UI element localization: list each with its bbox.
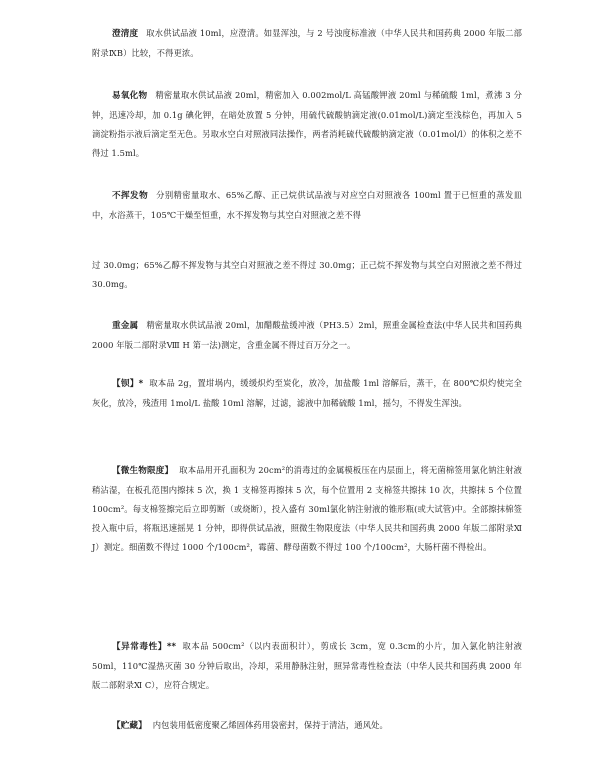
section-text-heavy-metal: 精密量取水供试品液 20ml，加醋酸盐缓冲液（PH3.5）2ml，照重金属检查法(中华人民共和国药典 2000 年版二部附录Ⅷ H 第一法)测定，含重金属不得过百万分之一。 bbox=[92, 320, 522, 350]
section-title-clarity: 澄清度 bbox=[112, 29, 139, 39]
section-title-oxidizable: 易氧化物 bbox=[112, 91, 148, 101]
section-title-barium: 【钡】* bbox=[112, 379, 144, 389]
section-title-heavy-metal: 重金属 bbox=[112, 321, 139, 331]
section-title-nonvolatile: 不挥发物 bbox=[112, 191, 149, 201]
section-microbial-limit bbox=[92, 461, 522, 557]
section-oxidizable bbox=[92, 86, 522, 163]
section-text-oxidizable: 精密量取水供试品液 20ml，精密加入 0.002mol/L 高锰酸钾液 20ml 与稀硫酸 1ml，煮沸 3 分钟，迅速冷却，加 0.1g 碘化钾，在暗处放置 5 分钟，用硫代硫酸钠滴定液(0.01mol/L)滴定至浅棕色，再加入 5 滴淀粉指示液后滴定至无色。另取水空白对照液同法操作，两者消耗硫代硫酸钠滴定液（0.01mol/l）的体积之差不得过 1.5ml。 bbox=[92, 90, 522, 158]
section-text-storage: 内包装用低密度聚乙烯固体药用袋密封，保持于清洁，通风处。 bbox=[152, 720, 388, 730]
section-text-microbial-limit: 取本品用开孔面积为 20cm²的消毒过的金属模板压在内层面上，将无菌棉签用氯化钠注射液稍沾湿，在板孔范围内擦抹 5 次，换 1 支棉签再擦抹 5 次，每个位置用 2 支棉签共擦抹 10 次，共擦抹 5 个位置 100cm²。每支棉签擦完后立即剪断（或烧断），投入盛有 30ml氯化钠注射液的锥形瓶(或大试管)中。全部擦抹棉签投入瓶中后，将瓶迅速摇晃 1 分钟，即得供试品液，照微生物限度法（中华人民共和国药典 2000 年版二部附录Ⅺ J）测定。细菌数不得过 1000 个/100cm²，霉菌、酵母菌数不得过 100 个/100cm²，大肠杆菌不得检出。 bbox=[92, 465, 522, 552]
section-text-abnormal-toxicity: 取本品 500cm²（以内表面积计），剪成长 3cm，宽 0.3cm的小片，加入氯化钠注射液 50ml，110℃湿热灭菌 30 分钟后取出，冷却，采用静脉注射，照异常毒性检查法（中华人民共和国药典 2000 年版二部附录Ⅺ C），应符合规定。 bbox=[92, 641, 522, 690]
section-text-nonvolatile-continued: 过 30.0mg；65%乙醇不挥发物与其空白对照液之差不得过 30.0mg；正己烷不挥发物与其空白对照液之差不得过 30.0mg。 bbox=[92, 260, 522, 289]
section-title-abnormal-toxicity: 【异常毒性】** bbox=[112, 642, 177, 652]
section-text-nonvolatile: 分别精密量取水、65%乙醇、正己烷供试品液与对应空白对照液各 100ml 置于已恒重的蒸发皿中，水浴蒸干，105℃干燥至恒重，水不挥发物与其空白对照液之差不得 bbox=[92, 190, 522, 220]
section-title-storage: 【贮藏】 bbox=[112, 721, 147, 731]
section-clarity bbox=[92, 24, 522, 63]
section-nonvolatile bbox=[92, 186, 522, 225]
section-storage bbox=[92, 716, 522, 736]
section-heavy-metal bbox=[92, 316, 522, 355]
section-title-microbial-limit: 【微生物限度】 bbox=[112, 466, 174, 476]
section-text-barium: 取本品 2g，置坩埚内，缓缓炽灼至炭化，放冷，加盐酸 1ml 溶解后，蒸干，在 800℃炽灼使完全灰化，放冷，残渣用 1mol/L 盐酸 10ml 溶解，过滤，滤液中加稀硫酸 1ml，摇匀，不得发生浑浊。 bbox=[92, 378, 522, 408]
section-barium bbox=[92, 374, 522, 413]
section-abnormal-toxicity bbox=[92, 637, 522, 695]
section-text-clarity: 取水供试品液 10ml，应澄清。如显浑浊，与 2 号浊度标准液（中华人民共和国药典 2000 年版二部附录ⅨB）比较，不得更浓。 bbox=[92, 28, 522, 58]
section-nonvolatile-continued bbox=[92, 256, 522, 294]
